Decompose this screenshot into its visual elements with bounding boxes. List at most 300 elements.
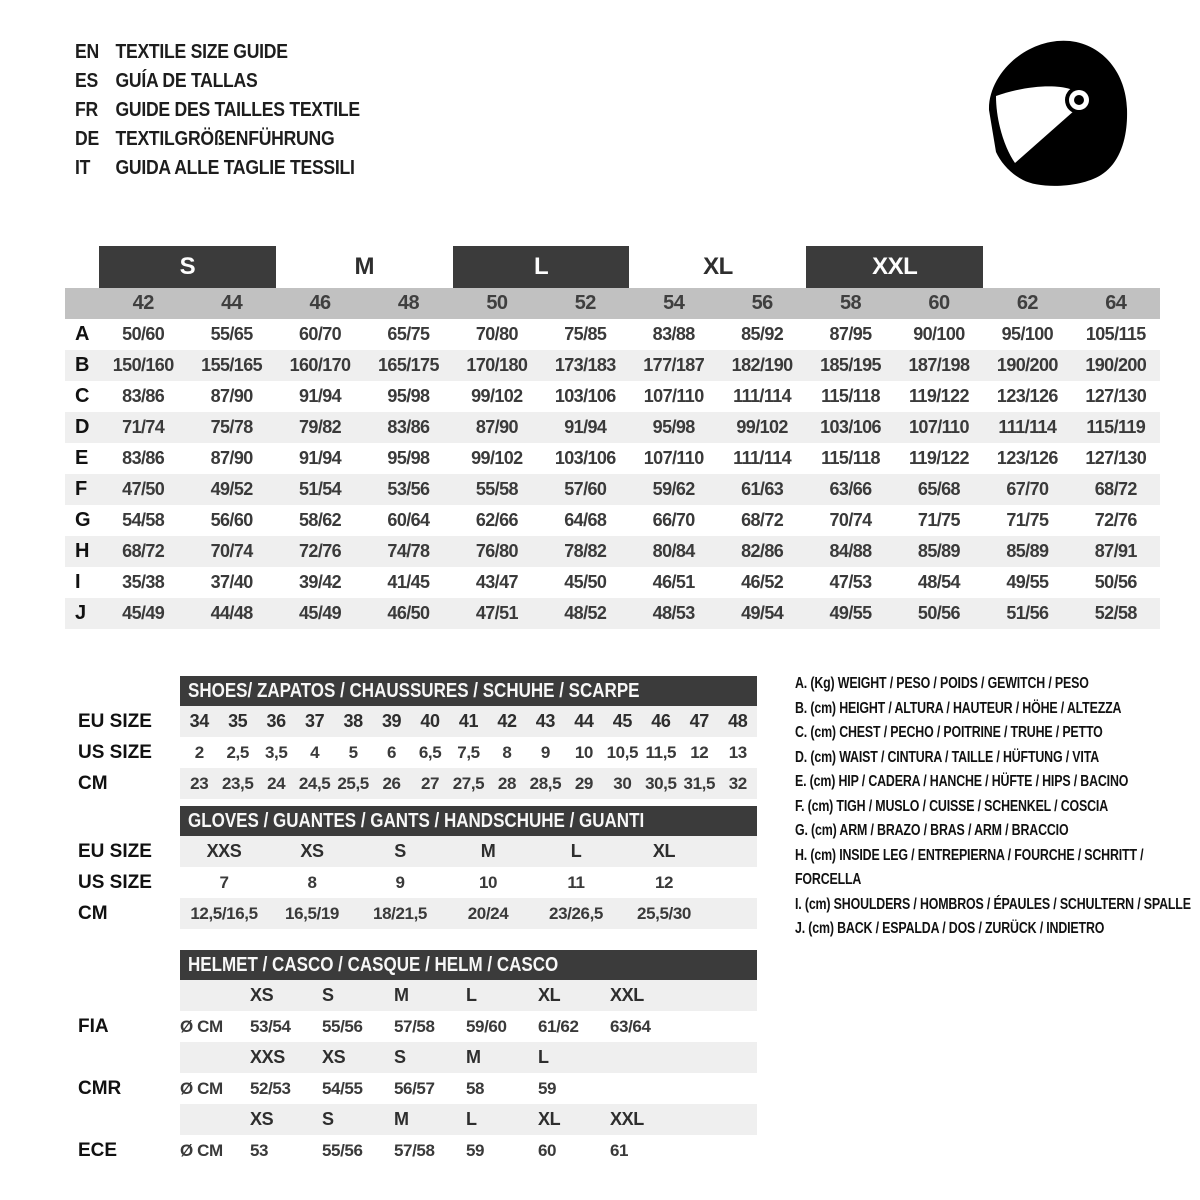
measure-value: 99/102 [736,417,788,437]
measure-value: 127/130 [1085,448,1147,468]
size-value-cell: 23 [190,773,209,793]
measure-value: 65/68 [917,479,960,499]
measure-value: 84/88 [829,541,872,561]
measure-value: 95/98 [387,448,430,468]
row-label: US SIZE [78,741,152,763]
measure-letter: H [75,540,90,562]
helmet-table-title-text: HELMET / CASCO / CASQUE / HELM / CASCO [188,953,559,976]
measure-value: 46/51 [652,572,695,592]
language-code: IT [75,157,91,179]
measure-value: 72/76 [299,541,342,561]
measure-value: 87/95 [829,324,872,344]
size-column-label: 44 [221,292,243,314]
measure-value: 45/50 [564,572,607,592]
helmet-size-label: M [394,985,409,1005]
measure-letter: C [75,385,90,407]
measure-value: 155/165 [201,355,263,375]
helmet-value-cell: 52/53 [250,1078,291,1098]
size-value-cell: 27 [420,773,440,793]
size-value-cell: XXS [206,841,242,861]
measure-row-I [65,567,1160,598]
size-value-cell: 12 [654,872,674,892]
size-value-cell: 5 [348,742,358,762]
size-values-row [180,836,757,867]
measure-value: 185/195 [820,355,881,375]
size-value-cell: 45 [612,711,632,731]
size-value-cell: 37 [305,711,325,731]
measure-value: 119/122 [909,386,969,406]
size-value-cell: 23,5 [221,773,254,793]
size-value-cell: 32 [728,773,747,793]
measure-value: 82/86 [741,541,784,561]
measure-value: 46/50 [387,603,430,623]
size-value-cell: M [480,841,496,861]
guide-title: GUIDA ALLE TAGLIE TESSILI [115,157,355,179]
size-value-cell: S [394,841,406,861]
measure-value: 47/50 [122,479,165,499]
helmet-value-cell: 61/62 [538,1016,579,1036]
measure-letter: D [75,416,90,438]
legend-entry: I. (cm) SHOULDERS / HOMBROS / ÉPAULES / SCHULTERN / SPALLE [795,895,1191,913]
size-value-cell: 29 [574,773,593,793]
measure-value: 53/56 [387,479,430,499]
helmet-value-cell: 63/64 [610,1016,651,1036]
measure-value: 50/60 [122,324,165,344]
size-value-cell: 4 [310,742,320,762]
helmet-value-cell: 58 [466,1078,485,1098]
size-value-cell: 25,5/30 [637,903,691,923]
size-column-label: 42 [132,292,154,314]
measure-value: 115/118 [821,448,880,468]
size-value-cell: 30,5 [645,773,677,793]
size-values-row [180,706,757,737]
language-code: DE [75,128,99,150]
shoes-size-table [180,676,757,799]
measure-value: 111/114 [733,448,792,468]
measure-value: 52/58 [1094,603,1137,623]
helmet-size-label: L [466,985,477,1005]
helmet-size-label: XS [250,985,274,1005]
measure-row-B [65,350,1160,381]
size-value-cell: 20/24 [467,903,509,923]
legend-entry: A. (Kg) WEIGHT / PESO / POIDS / GEWITCH / PESO [795,675,1089,692]
measure-value: 67/70 [1006,479,1049,499]
standard-label-FIA: FIA [78,1015,109,1037]
measure-value: 91/94 [564,417,607,437]
helmet-sizes-header [180,980,757,1011]
measure-value: 103/106 [554,386,616,406]
legend-entry: E. (cm) HIP / CADERA / HANCHE / HÜFTE / HIPS / BACINO [795,773,1129,790]
size-value-cell: 43 [535,711,556,731]
helmet-value-cell: 59 [466,1140,485,1160]
measure-value: 35/38 [122,572,165,592]
measure-value: 71/75 [1006,510,1049,530]
language-row [75,154,360,183]
measure-value: 72/76 [1094,510,1137,530]
size-value-cell: 42 [497,711,517,731]
shoes-row-labels [78,706,152,799]
measure-value: 75/78 [210,417,253,437]
measure-value: 48/53 [652,603,695,623]
size-value-cell: 2,5 [226,742,249,762]
size-value-cell: 46 [651,711,671,731]
size-value-cell: 41 [458,711,479,731]
size-value-cell: XS [300,841,324,861]
guide-title: TEXTILGRÖßENFÜHRUNG [115,128,335,150]
helmet-size-label: XXL [610,1109,644,1129]
helmet-size-label: L [538,1047,549,1067]
size-value-cell: 3,5 [264,742,288,762]
measure-value: 87/90 [210,386,253,406]
size-value-cell: 34 [189,711,209,731]
measure-value: 115/118 [821,386,880,406]
size-group-label: XL [703,253,733,280]
size-group-label: XXL [806,246,983,288]
measure-value: 51/54 [299,479,342,499]
measure-value: 51/56 [1006,603,1049,623]
measure-letter: F [75,478,88,500]
helmet-size-label: S [394,1047,406,1067]
size-value-cell: 13 [728,742,747,762]
size-column-label: 64 [1105,292,1127,314]
measure-value: 45/49 [122,603,165,623]
measure-value: 60/64 [387,510,430,530]
measure-value: 70/74 [829,510,872,530]
language-title-block [75,38,399,183]
measure-value: 62/66 [475,510,518,530]
language-code: ES [75,70,98,92]
legend-entry: C. (cm) CHEST / PECHO / POITRINE / TRUHE / PETTO [795,724,1103,741]
measure-value: 75/85 [564,324,607,344]
size-value-cell: 27,5 [452,773,485,793]
measure-value: 64/68 [564,510,607,530]
measure-value: 50/56 [1094,572,1137,592]
legend-entry: J. (cm) BACK / ESPALDA / DOS / ZURÜCK / INDIETRO [795,920,1105,937]
size-column-label: 60 [928,292,950,314]
size-value-cell: 26 [382,773,401,793]
measure-value: 177/187 [643,355,705,375]
size-value-cell: 8 [307,872,317,892]
helmet-size-label: M [394,1109,409,1129]
measure-value: 107/110 [643,386,704,406]
helmet-sizes-header [180,1104,757,1135]
size-value-cell: 30 [613,773,632,793]
measure-value: 63/66 [829,479,872,499]
size-value-cell: 10,5 [606,742,639,762]
legend-entry: B. (cm) HEIGHT / ALTURA / HAUTEUR / HÖHE / ALTEZZA [795,699,1122,717]
shoes-table-title [180,676,757,706]
measure-row-F [65,474,1160,505]
gloves-table-title [180,806,757,836]
size-group-label: S [99,246,276,288]
size-column-label: 56 [751,292,773,314]
size-value-cell: 11,5 [645,742,677,762]
size-value-cell: 39 [381,711,402,731]
row-label: EU SIZE [78,710,152,732]
legend-entry: F. (cm) TIGH / MUSLO / CUISSE / SCHENKEL / COSCIA [795,797,1108,815]
measure-value: 85/92 [741,324,784,344]
size-value-cell: 31,5 [683,773,716,793]
measure-value: 95/100 [1001,324,1054,344]
measure-value: 70/74 [210,541,253,561]
helmet-size-label: XXS [250,1047,285,1067]
size-column-label: 58 [840,292,862,314]
size-group-label: M [354,253,374,280]
helmet-value-cell: 53 [250,1140,269,1160]
measure-value: 48/54 [917,572,960,592]
size-group-header [65,246,1160,288]
measure-value: 57/60 [564,479,607,499]
measure-value: 37/40 [210,572,253,592]
measure-letter: E [75,447,89,469]
measure-value: 111/114 [733,386,792,406]
standard-label-ECE: ECE [78,1139,118,1161]
size-value-cell: 12,5/16,5 [190,903,258,923]
gloves-size-table [180,806,757,929]
measure-row-G [65,505,1160,536]
racing-helmet-icon [982,36,1132,196]
size-values-row [180,898,757,929]
size-value-cell: 2 [194,742,204,762]
measure-value: 103/106 [820,417,881,437]
size-columns-header [65,288,1160,319]
helmet-sizes-header [180,1042,757,1073]
size-column-label: 52 [574,292,596,314]
measure-value: 49/52 [210,479,253,499]
helmet-size-label: XS [250,1109,274,1129]
measure-value: 49/55 [829,603,872,623]
size-value-cell: 12 [690,742,709,762]
measure-value: 61/63 [741,479,784,499]
measure-value: 103/106 [554,448,616,468]
size-column-label: 50 [486,292,508,314]
guide-title: TEXTILE SIZE GUIDE [115,41,288,63]
measure-value: 83/86 [122,448,165,468]
measure-value: 71/74 [122,417,165,437]
size-value-cell: 6,5 [418,742,442,762]
measure-value: 47/53 [829,572,872,592]
row-label: US SIZE [78,871,152,893]
measure-value: 41/45 [387,572,430,592]
size-column-label: 54 [663,292,685,314]
unit-cell: Ø CM [180,1016,223,1036]
measure-value: 173/183 [554,355,616,375]
helmet-values-row [180,1073,757,1104]
measure-value: 76/80 [475,541,518,561]
helmet-size-table [180,950,757,1166]
measure-value: 127/130 [1085,386,1147,406]
measure-letter: B [75,354,90,376]
measure-row-D [65,412,1160,443]
measurement-legend [795,672,1195,942]
size-column-label: 48 [397,292,419,314]
unit-cell: Ø CM [180,1078,223,1098]
size-group-label: L [453,246,630,288]
size-value-cell: 28,5 [529,773,562,793]
measure-value: 119/122 [909,448,969,468]
measure-value: 111/114 [998,417,1057,437]
measure-value: 78/82 [564,541,607,561]
size-value-cell: 8 [502,742,512,762]
textile-size-table [65,288,1160,629]
standard-label-CMR: CMR [78,1077,122,1099]
measure-value: 90/100 [913,324,965,344]
helmet-size-label: XL [538,985,561,1005]
unit-cell: Ø CM [180,1140,223,1160]
language-row [75,96,360,125]
helmet-size-label: XXL [610,985,644,1005]
measure-value: 49/54 [741,603,784,623]
size-value-cell: 44 [574,711,594,731]
language-code: FR [75,99,98,121]
measure-value: 47/51 [475,603,518,623]
helmet-value-cell: 60 [538,1140,557,1160]
measure-value: 87/91 [1094,541,1137,561]
helmet-size-label: XL [538,1109,561,1129]
helmet-value-cell: 57/58 [394,1016,435,1036]
size-values-row [180,867,757,898]
measure-value: 46/52 [741,572,784,592]
guide-title: GUIDE DES TAILLES TEXTILE [115,99,360,121]
measure-letter: I [75,571,81,593]
measure-value: 80/84 [652,541,695,561]
measure-value: 58/62 [299,510,342,530]
measure-value: 43/47 [475,572,518,592]
measure-value: 190/200 [996,355,1058,375]
measure-value: 55/65 [210,324,253,344]
size-value-cell: 25,5 [337,773,369,793]
size-values-row [180,768,757,799]
size-value-cell: 40 [420,711,440,731]
measure-value: 39/42 [299,572,342,592]
size-value-cell: 9 [540,742,550,762]
measure-value: 123/126 [996,448,1058,468]
measure-value: 85/89 [1006,541,1049,561]
measure-value: 45/49 [299,603,342,623]
size-values-row [180,737,757,768]
measure-value: 70/80 [475,324,518,344]
measure-value: 68/72 [1094,479,1137,499]
size-value-cell: 7 [219,872,229,892]
measure-value: 65/75 [387,324,430,344]
measure-value: 182/190 [731,355,793,375]
row-label: EU SIZE [78,840,152,862]
measure-value: 68/72 [122,541,165,561]
measure-letter: A [75,323,90,345]
measure-value: 91/94 [299,386,342,406]
measure-value: 87/90 [475,417,518,437]
size-value-cell: 28 [497,773,516,793]
measure-value: 107/110 [643,448,704,468]
helmet-value-cell: 56/57 [394,1078,435,1098]
size-value-cell: 7,5 [457,742,480,762]
size-value-cell: 16,5/19 [285,903,339,923]
measure-value: 107/110 [909,417,969,437]
measure-value: 150/160 [112,355,174,375]
measure-value: 170/180 [466,355,528,375]
helmet-size-label: M [466,1047,481,1067]
measure-value: 48/52 [564,603,607,623]
size-column-label: 46 [309,292,331,314]
measure-value: 87/90 [210,448,253,468]
legend-entry: H. (cm) INSIDE LEG / ENTREPIERNA / FOURCHE / SCHRITT / FORCELLA [795,846,1144,888]
measure-value: 83/86 [387,417,430,437]
measure-row-C [65,381,1160,412]
measure-value: 95/98 [652,417,695,437]
helmet-values-row [180,1011,757,1042]
shoes-table-title-text: SHOES/ ZAPATOS / CHAUSSURES / SCHUHE / SCARPE [188,679,640,702]
measure-value: 71/75 [917,510,960,530]
helmet-value-cell: 55/56 [322,1140,363,1160]
size-value-cell: 10 [574,742,593,762]
size-value-cell: 24,5 [298,773,331,793]
measure-value: 115/119 [1086,417,1146,437]
helmet-size-label: L [466,1109,477,1129]
size-value-cell: 18/21,5 [373,903,427,923]
helmet-values-row [180,1135,757,1166]
measure-value: 85/89 [917,541,960,561]
language-code: EN [75,41,99,63]
measure-value: 83/88 [652,324,695,344]
measure-value: 165/175 [378,355,439,375]
size-value-cell: 36 [266,711,286,731]
measure-value: 190/200 [1085,355,1147,375]
size-value-cell: 47 [689,711,709,731]
size-value-cell: XL [652,841,676,861]
measure-value: 123/126 [996,386,1058,406]
helmet-value-cell: 61 [610,1140,629,1160]
measure-letter: G [75,509,91,531]
size-value-cell: 23/26,5 [549,903,603,923]
helmet-value-cell: 53/54 [250,1016,291,1036]
measure-row-A [65,319,1160,350]
helmet-value-cell: 54/55 [322,1078,363,1098]
measure-value: 50/56 [917,603,960,623]
measure-value: 79/82 [299,417,342,437]
measure-value: 55/58 [475,479,518,499]
size-value-cell: 9 [395,872,405,892]
measure-value: 66/70 [652,510,695,530]
size-value-cell: 24 [267,773,286,793]
measure-value: 44/48 [210,603,253,623]
size-value-cell: 11 [567,872,585,892]
measure-value: 54/58 [122,510,165,530]
measure-value: 95/98 [387,386,430,406]
helmet-value-cell: 59 [538,1078,557,1098]
size-column-label: 62 [1016,292,1038,314]
helmet-table-title [180,950,757,980]
language-row [75,67,360,96]
measure-value: 99/102 [471,448,523,468]
measure-value: 60/70 [299,324,342,344]
measure-value: 74/78 [387,541,430,561]
helmet-value-cell: 55/56 [322,1016,363,1036]
measure-letter: J [75,602,87,624]
measure-value: 187/198 [908,355,970,375]
measure-row-E [65,443,1160,474]
measure-value: 68/72 [741,510,784,530]
measure-value: 49/55 [1006,572,1049,592]
size-value-cell: 10 [478,872,498,892]
legend-entry: G. (cm) ARM / BRAZO / BRAS / ARM / BRACCIO [795,822,1069,839]
row-label: CM [78,902,108,924]
size-value-cell: 6 [387,742,397,762]
size-value-cell: 35 [228,711,248,731]
measure-value: 56/60 [210,510,253,530]
helmet-value-cell: 59/60 [466,1016,507,1036]
size-value-cell: 38 [343,711,363,731]
measure-value: 83/86 [122,386,165,406]
